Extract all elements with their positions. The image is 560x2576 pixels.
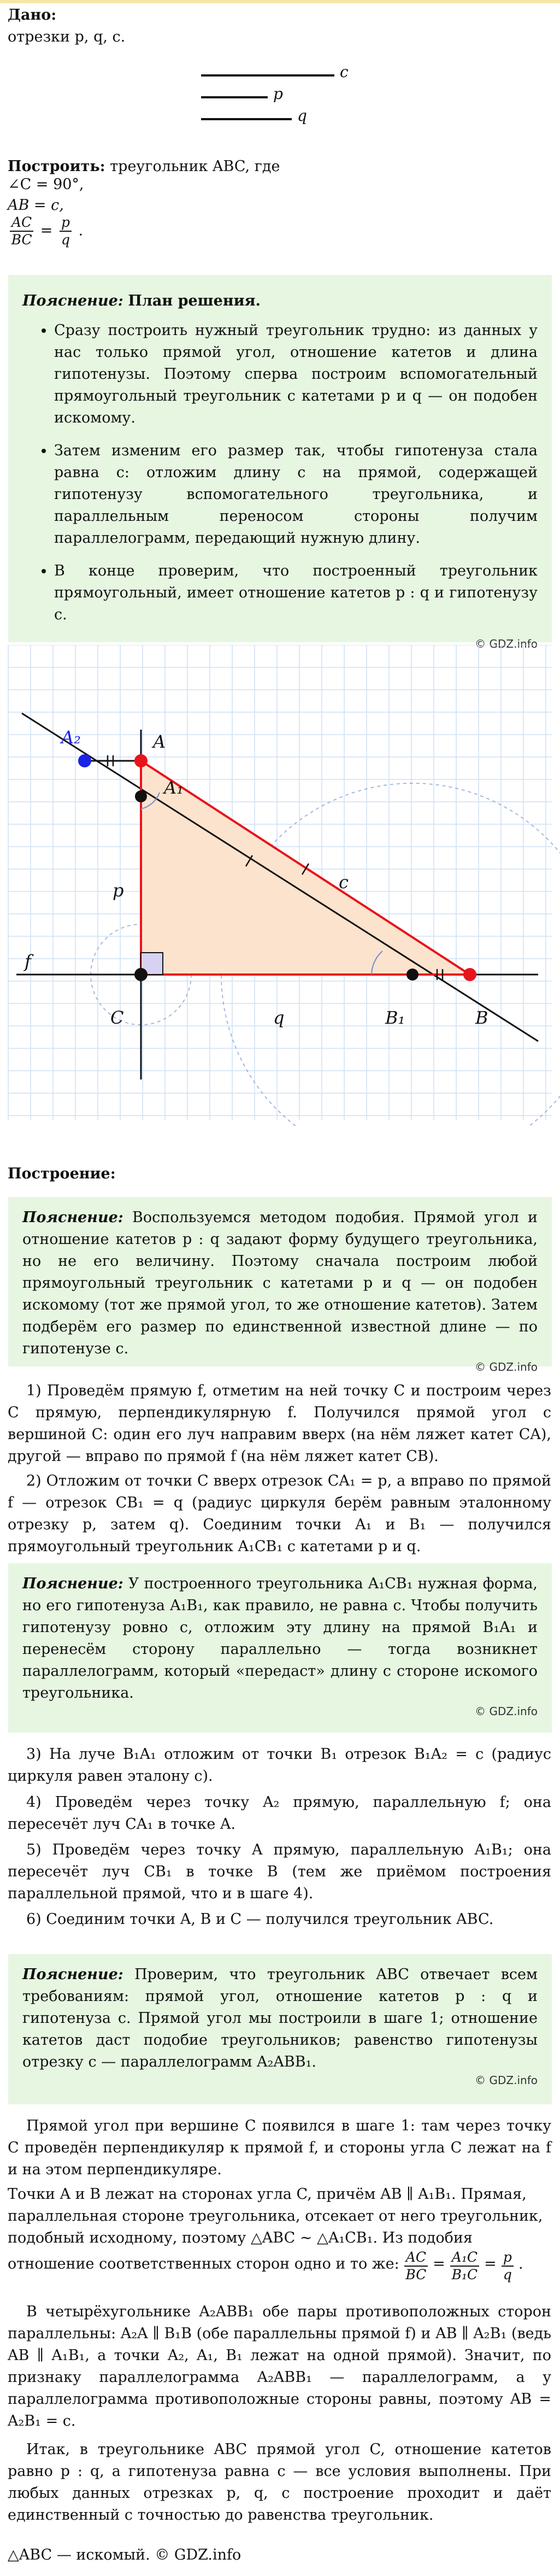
point-a1 xyxy=(135,790,147,802)
step-3: 3) На луче B₁A₁ отложим от точки B₁ отрезок B₁A₂ = c (радиус циркуля равен эталону c). xyxy=(8,1746,551,1785)
given-text: отрезки p, q, c. xyxy=(8,28,126,45)
segment-q-label: q xyxy=(297,107,307,125)
point-a2 xyxy=(78,754,91,767)
construct-text: треугольник ABC, где xyxy=(110,158,280,175)
top-stripe xyxy=(0,0,560,3)
segment-p-label: p xyxy=(273,85,283,103)
plan-badge: © GDZ.info xyxy=(475,637,538,650)
segment-p xyxy=(201,96,268,98)
proof-3: В четырёхугольнике A₂ABB₁ обе пары противоположных сторон параллельны: A₂A ∥ B₁B (обе параллельны прямой f) и AB ∥ A₂B₁ (ведь AB ∥ A₁B₁, а точки A₂, A₁, B₁ лежат на одной прямой). Значит, по признаку параллелограмма A₂ABB₁ — параллелограмм, а у параллелограмма противоположные стороны равны, поэтому AB = A₂B₁ = c. xyxy=(8,2303,551,2430)
proof-4: Итак, в треугольнике ABC прямой угол C, отношение катетов равно p : q, а гипотенуза равна c — все условия выполнены. При любых данных отрезках p, q, c построение проходит и даёт единственный с точностью до равенства треугольник. xyxy=(8,2441,551,2524)
condition-ratio xyxy=(8,214,83,248)
segment-c-label: c xyxy=(340,63,349,81)
segment-c xyxy=(201,74,334,77)
ratio-eq: = xyxy=(40,222,53,239)
ratio-end: . xyxy=(78,222,84,239)
construct-label: Построить: xyxy=(8,158,105,175)
point-c xyxy=(134,968,148,981)
note1-body: Воспользуемся методом подобия. Прямой угол и отношение катетов p : q задают форму будущего треугольника, но не его величину. Поэтому сначала построим любой прямоугольный треугольник с катетами p и q — он подобен искомому (тот же прямой угол, то же отношение катетов). Затем подберём его размер по единственной известной длине — по гипотенузе c. xyxy=(22,1209,538,1357)
label-c: c xyxy=(339,872,349,893)
step-6: 6) Соединим точки A, B и C — получился треугольник ABC. xyxy=(26,1911,494,1928)
proof-1: Прямой угол при вершине C появился в шаге 1: там через точку C проведён перпендикуляр к прямой f, и стороны угла C лежат на f и на этом перпендикуляре. xyxy=(8,2117,551,2178)
note2-badge: © GDZ.info xyxy=(475,1705,538,1718)
plan-title: План решения. xyxy=(128,292,261,309)
point-a xyxy=(134,754,148,767)
label-a2: A₂ xyxy=(61,727,81,748)
step-1: 1) Проведём прямую f, отметим на ней точку C и построим через C прямую, перпендикулярную f. Получился прямой угол с вершиной C: один его луч направим вверх (на нём ляжет катет CA), другой — вправо по прямой f (на нём ляжет катет CB). xyxy=(8,1382,551,1465)
plan-item: • Затем изменим его размер так, чтобы гипотенуза стала равна c: отложим длину c на прямой, содержащей гипотенузу вспомогательного треугольника, и параллельным переносом стороны получим параллелограмм, передающий нужную длину. xyxy=(54,440,538,549)
note2-label: Пояснение: xyxy=(22,1575,123,1592)
proof-2-frac1: $\frac{AC}{BC}$ xyxy=(404,2249,428,2283)
note2-text xyxy=(22,1573,538,1704)
condition-hyp: AB = c, xyxy=(8,197,64,214)
note1-text xyxy=(22,1207,538,1360)
label-q: q xyxy=(273,1007,285,1028)
label-b1: B₁ xyxy=(385,1007,405,1028)
note1-badge: © GDZ.info xyxy=(475,1360,538,1374)
note1-label: Пояснение: xyxy=(22,1209,123,1226)
plan-item: • Сразу построить нужный треугольник трудно: из данных у нас только прямой угол, отношение катетов и длина гипотенузы. Поэтому сперва построим вспомогательный прямоугольный треугольник с катетами p и q — он подобен искомому. xyxy=(54,320,538,429)
step-4: 4) Проведём через точку A₂ прямую, параллельную f; она пересечёт луч CA₁ в точке A. xyxy=(8,1794,551,1833)
note1-box xyxy=(8,1197,552,1374)
note3-box xyxy=(8,1954,552,2104)
condition-angle: ∠C = 90°, xyxy=(8,176,84,193)
line-a2-b1 xyxy=(22,713,538,1041)
label-f: f xyxy=(25,951,31,972)
step-2: 2) Отложим от точки C вверх отрезок CA₁ = p, а вправо по прямой f — отрезок CB₁ = q (радиус циркуля берём равным эталонному отрезку p, затем q). Соединим точки A₁ и B₁ — получился прямоугольный треугольник A₁CB₁ с катетами p и q. xyxy=(8,1472,551,1555)
point-b xyxy=(463,968,476,981)
point-b1 xyxy=(406,969,418,981)
proof-2-frac3: $\frac{p}{q}$ xyxy=(502,2249,514,2283)
note3-body: Проверим, что треугольник ABC отвечает всем требованиям: прямой угол, отношение катетов p : q и гипотенуза c. Прямой угол мы построили в шаге 1; отношение катетов даст подобие треугольников; равенство гипотенузы отрезку c — параллелограмм A₂ABB₁. xyxy=(22,1966,538,2070)
plan-item: • В конце проверим, что построенный треугольник прямоугольный, имеет отношение катетов p : q и гипотенузу c. xyxy=(54,560,538,626)
plan-heading xyxy=(22,290,538,312)
build-title: Построение: xyxy=(8,1165,116,1182)
note3-label: Пояснение: xyxy=(22,1966,123,1983)
proof-2-frac2: $\frac{\text{A₁C}}{\text{B₁C}}$ xyxy=(450,2249,479,2283)
construction-figure xyxy=(0,645,560,1126)
proof-2: Точки A и B лежат на сторонах угла C, причём AB ∥ A₁B₁. Прямая, параллельная стороне треугольника, отсекает от него треугольник, подобный исходному, поэтому △ABC ∼ △A₁CB₁. Из подобия отношение соответственных сторон одно и то же: $\frac{AC}{BC}$ = $\frac{\text{A₁C}}{\text{B₁C}}$ = $\frac{p}{q}$ . xyxy=(8,2186,543,2282)
note2-box xyxy=(8,1563,552,1733)
step-5: 5) Проведём через точку A прямую, параллельную A₁B₁; она пересечёт луч CB₁ в точке B (тем же приёмом построения параллельной прямой, что и в шаге 4). xyxy=(8,1841,551,1902)
ratio-right: $\frac{p}{q}$ xyxy=(60,214,72,248)
note2-body: У построенного треугольника A₁CB₁ нужная форма, но его гипотенуза A₁B₁, как правило, не равна c. Чтобы получить гипотенузу ровно c, отложим эту длину на прямой B₁A₁ и перенесём сторону параллельно — тогда возникнет параллелограмм, который «передаст» длину c стороне искомого треугольника. xyxy=(22,1575,538,1701)
note3-badge: © GDZ.info xyxy=(475,2074,538,2087)
final-line: △ABC — искомый. © GDZ.info xyxy=(8,2546,241,2563)
plan-label: Пояснение: xyxy=(22,292,123,309)
ratio-left: $\frac{AC}{BC}$ xyxy=(10,214,33,248)
label-p: p xyxy=(113,880,124,901)
label-cpoint: C xyxy=(110,1007,124,1028)
proof-2-text: Точки A и B лежат на сторонах угла C, причём AB ∥ A₁B₁. Прямая, параллельная стороне треугольника, отсекает от него треугольник, подобный исходному, поэтому △ABC ∼ △A₁CB₁. Из подобия отношение соответственных сторон одно и то же: xyxy=(8,2186,543,2273)
given-heading: Дано: xyxy=(8,7,57,24)
label-a: A xyxy=(153,731,166,752)
label-a1: A₁ xyxy=(164,777,184,798)
plan-box xyxy=(8,275,552,650)
label-b: B xyxy=(475,1007,488,1028)
segment-q xyxy=(201,118,292,120)
note3-text xyxy=(22,1964,538,2073)
plan-list xyxy=(22,320,538,626)
